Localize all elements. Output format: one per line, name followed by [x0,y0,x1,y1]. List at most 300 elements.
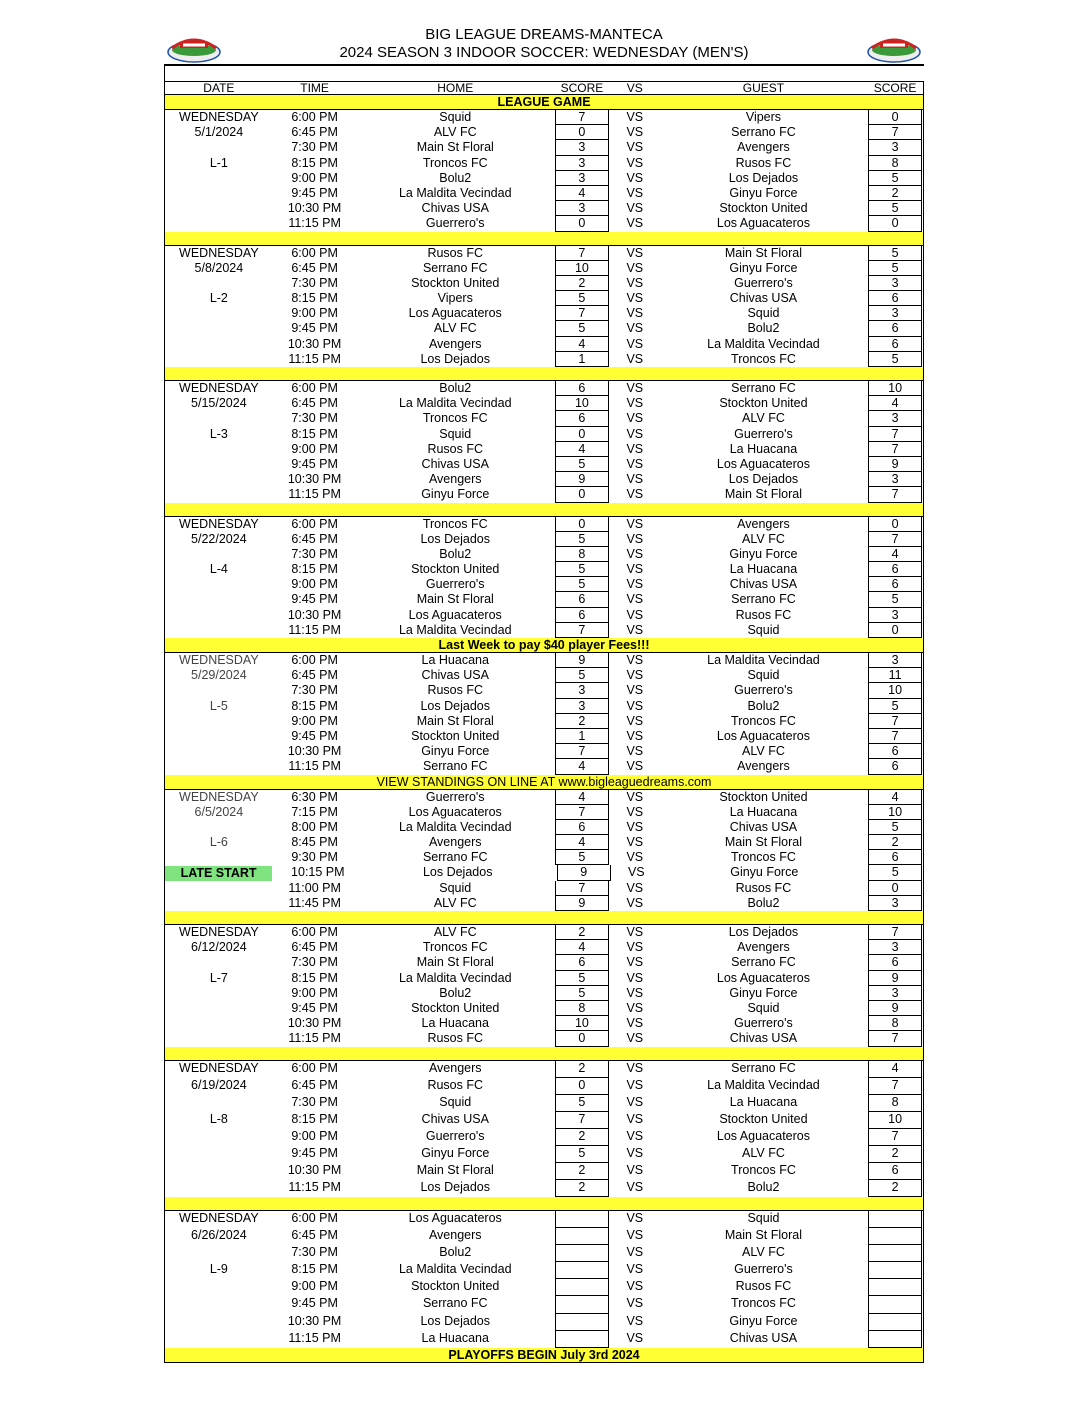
guest-score-cell [867,1163,923,1180]
home-score-cell [554,156,610,171]
guest-team: Serrano FC [731,592,796,607]
guest-team: La Maldita Vecindad [707,1077,820,1092]
game-time: 10:30 PM [287,1016,342,1031]
guest-team: Los Aguacateros [716,1128,810,1143]
table-row [165,1279,923,1296]
vs-label: VS [626,985,644,1000]
home-team: La Huacana [421,1330,489,1345]
game-time: 9:45 PM [291,1296,338,1311]
home-team: Stockton United [411,728,500,743]
home-score-cell [554,653,610,668]
home-team: Rusos FC [427,1077,484,1092]
guest-score: 3 [868,472,922,487]
guest-score-cell [867,1296,923,1313]
guest-score: 4 [868,790,922,805]
home-score-cell [554,623,610,638]
guest-score-cell [867,1279,923,1296]
home-score-cell [554,472,610,487]
guest-team: Main St Floral [724,245,802,260]
vs-label: VS [626,940,644,955]
date-cell-empty [165,1296,273,1313]
vs-label: VS [626,140,644,155]
week-block [164,517,924,639]
col-date-header: DATE [203,81,235,95]
home-team: Chivas USA [421,201,489,216]
guest-score-cell [867,381,923,396]
home-score: 7 [555,1112,609,1129]
game-time: 9:45 PM [291,456,338,471]
week-block [164,925,924,1047]
home-team: Avengers [428,1060,482,1075]
table-row [165,759,923,774]
home-score: 7 [555,110,609,125]
table-row [165,472,923,487]
guest-score: 2 [868,186,922,201]
home-score: 5 [555,562,609,577]
guest-team: ALV FC [742,1244,785,1259]
game-time: 6:45 PM [291,260,338,275]
home-team: Serrano FC [422,260,488,275]
table-header-row [164,81,924,95]
vs-label: VS [626,1179,644,1194]
guest-team: Chivas USA [729,291,798,306]
guest-team: Rusos FC [735,880,792,895]
stadium-logo-icon [866,30,922,64]
week-label: L-6 [209,835,228,850]
guest-score: 8 [868,1095,922,1112]
game-time: 8:15 PM [291,970,338,985]
home-team: Avengers [428,472,482,487]
game-time: 6:45 PM [291,125,338,140]
home-score-cell [554,110,610,125]
home-score: 5 [555,1146,609,1163]
guest-score: 7 [868,1078,922,1095]
playoffs-banner: PLAYOFFS BEGIN July 3rd 2024 [164,1348,924,1363]
game-time: 9:00 PM [291,170,338,185]
guest-team: Guerrero's [734,683,793,698]
home-score: 6 [555,411,609,426]
late-start-badge: LATE START [165,866,272,880]
vs-label: VS [627,865,645,880]
home-score-cell [554,396,610,411]
week-day: WEDNESDAY [179,516,259,531]
guest-score-cell [867,321,923,336]
game-time: 10:15 PM [291,865,345,880]
vs-label: VS [626,1210,644,1225]
guest-score-cell [867,156,923,171]
guest-score [868,1245,922,1262]
home-score-cell [554,1016,610,1031]
table-row [165,381,923,396]
vs-label: VS [626,110,644,124]
vs-label: VS [626,744,644,759]
guest-score: 3 [868,140,922,155]
game-time: 10:30 PM [287,744,342,759]
col-home-header: HOME [437,81,474,95]
guest-score-cell [867,850,923,865]
guest-team: Avengers [737,759,790,774]
home-team: Chivas USA [421,456,489,471]
home-score: 7 [555,246,609,261]
date-cell-empty [165,1095,273,1112]
week-date: 5/1/2024 [194,125,244,140]
table-row [165,532,923,547]
game-time: 8:15 PM [291,562,338,577]
guest-score [868,1228,922,1245]
game-time: 11:15 PM [288,487,341,502]
guest-score-cell [867,577,923,592]
guest-team: Squid [747,1210,780,1225]
game-time: 7:30 PM [291,275,338,290]
vs-label: VS [626,216,644,231]
guest-score: 5 [868,246,922,261]
table-row [165,261,923,276]
week-separator-bar [164,503,924,517]
guest-score: 5 [868,820,922,835]
table-row [165,306,923,321]
vs-label: VS [626,351,644,366]
home-score: 0 [555,216,609,231]
guest-team: Serrano FC [731,381,796,395]
home-team: Troncos FC [422,411,488,426]
home-team: Bolu2 [439,546,472,561]
home-score-cell [554,321,610,336]
game-time: 7:15 PM [291,804,338,819]
home-score-cell [554,186,610,201]
standings-banner: VIEW STANDINGS ON LINE AT www.bigleaguedreams.com [164,775,924,790]
home-team: Squid [439,426,472,441]
home-team: Los Aguacateros [408,607,502,622]
home-score: 5 [555,577,609,592]
vs-label: VS [626,1244,644,1259]
date-cell-empty [165,683,273,698]
game-time: 10:30 PM [287,607,342,622]
home-score: 4 [555,337,609,352]
home-score-cell [554,1180,610,1197]
guest-score: 2 [868,1180,922,1197]
guest-score-cell [867,805,923,820]
page-title: BIG LEAGUE DREAMS-MANTECA [425,26,663,43]
guest-score: 8 [868,156,922,171]
guest-score: 7 [868,532,922,547]
guest-score-cell [867,653,923,668]
date-cell-empty [165,547,273,562]
guest-score: 2 [868,835,922,850]
home-team: Stockton United [411,1000,500,1015]
guest-score: 10 [868,381,922,396]
guest-score-cell [867,835,923,850]
game-time: 6:45 PM [291,1077,338,1092]
guest-team: ALV FC [742,1145,785,1160]
home-score: 10 [555,1016,609,1031]
guest-score: 10 [868,683,922,698]
guest-score-cell [867,1314,923,1331]
guest-team: Avengers [737,940,790,955]
vs-label: VS [626,1227,644,1242]
guest-team: La Huacana [729,1094,798,1109]
guest-score: 5 [868,171,922,186]
guest-team: Los Dejados [728,925,799,939]
home-team: Stockton United [411,1279,500,1294]
date-cell-empty [165,1314,273,1331]
week-label: L-2 [209,291,228,306]
table-row [165,1095,923,1112]
guest-team: Stockton United [719,789,808,804]
game-time: 8:00 PM [291,819,338,834]
home-score-cell [554,608,610,623]
guest-score: 7 [868,1129,922,1146]
guest-score-cell [867,729,923,744]
table-row [165,411,923,426]
guest-score: 4 [868,396,922,411]
game-time: 10:30 PM [287,1313,342,1328]
table-row [165,744,923,759]
fees-banner: Last Week to pay $40 player Fees!!! [164,638,924,653]
game-time: 6:00 PM [291,1060,338,1075]
home-team: Bolu2 [439,381,472,395]
home-score-cell [554,699,610,714]
vs-label: VS [626,955,644,970]
table-row [165,457,923,472]
vs-label: VS [626,472,644,487]
home-score: 6 [555,381,609,396]
home-team: Avengers [428,1227,482,1242]
guest-score: 4 [868,1061,922,1078]
guest-team: Squid [747,306,780,321]
table-row [165,125,923,140]
home-score [555,1314,609,1331]
home-score [555,1211,609,1228]
table-row [165,547,923,562]
guest-score: 7 [868,487,922,502]
vs-label: VS [626,1016,644,1031]
home-score: 9 [555,472,609,487]
guest-score-cell [867,201,923,216]
guest-team: ALV FC [742,411,785,426]
table-row [165,216,923,231]
guest-team: Guerrero's [734,275,793,290]
game-time: 9:45 PM [291,728,338,743]
guest-score: 3 [868,986,922,1001]
vs-label: VS [626,201,644,216]
week-separator-bar [164,1197,924,1211]
home-team: ALV FC [433,925,477,939]
table-row [165,1296,923,1313]
table-row [165,1331,923,1348]
game-time: 10:30 PM [287,1162,342,1177]
vs-label: VS [626,577,644,592]
guest-score: 5 [868,352,922,367]
stadium-logo-icon [166,30,222,64]
guest-score [868,1296,922,1313]
home-score: 4 [555,442,609,457]
week-day: WEDNESDAY [179,1060,259,1075]
game-time: 8:15 PM [291,698,338,713]
guest-score-cell [867,1245,923,1262]
home-score: 7 [555,805,609,820]
guest-score: 10 [868,1112,922,1129]
guest-score-cell [867,1095,923,1112]
guest-score-cell [867,1331,923,1348]
table-row [165,201,923,216]
week-block [164,246,924,368]
guest-team: Main St Floral [724,487,802,502]
table-row [165,427,923,442]
guest-team: La Huacana [729,441,798,456]
vs-label: VS [626,925,644,939]
vs-label: VS [626,789,644,804]
home-score-cell [554,668,610,683]
date-cell-empty [165,714,273,729]
table-row [165,865,923,880]
game-time: 9:00 PM [291,306,338,321]
home-team: Troncos FC [422,940,488,955]
guest-score: 0 [868,517,922,532]
game-time: 6:00 PM [291,245,338,260]
vs-label: VS [626,381,644,395]
guest-team: Chivas USA [729,577,798,592]
home-score: 9 [555,653,609,668]
guest-team: Guerrero's [734,426,793,441]
table-row [165,881,923,896]
game-time: 10:30 PM [287,336,342,351]
week-label: L-1 [209,155,228,170]
home-team: Main St Floral [416,713,494,728]
home-score-cell [554,1061,610,1078]
guest-score-cell [867,820,923,835]
table-row [165,186,923,201]
home-score [555,1279,609,1296]
home-team: La Maldita Vecindad [398,622,512,637]
home-score-cell [554,1245,610,1262]
home-score-cell [554,276,610,291]
guest-score-cell [867,562,923,577]
table-row [165,1078,923,1095]
game-time: 6:45 PM [291,1227,338,1242]
date-cell-empty [165,955,273,970]
vs-label: VS [626,487,644,502]
game-time: 7:30 PM [291,1094,338,1109]
guest-score: 0 [868,110,922,125]
guest-score-cell [867,623,923,638]
guest-team: Serrano FC [731,955,796,970]
home-score: 0 [555,1078,609,1095]
date-cell-empty [165,1331,273,1348]
home-team: La Huacana [421,653,489,667]
week-day: WEDNESDAY [179,381,259,395]
table-row [165,896,923,911]
table-row [165,517,923,532]
vs-label: VS [626,819,644,834]
guest-score-cell [867,1112,923,1129]
game-time: 7:30 PM [291,955,338,970]
guest-score: 9 [868,457,922,472]
guest-team: Main St Floral [724,1227,802,1242]
week-date: 6/26/2024 [191,1227,247,1242]
game-time: 6:00 PM [291,1210,338,1225]
guest-team: Serrano FC [731,125,796,140]
home-score: 0 [555,517,609,532]
home-team: Troncos FC [422,155,488,170]
vs-label: VS [626,759,644,774]
guest-team: La Maldita Vecindad [707,336,820,351]
game-time: 6:00 PM [291,516,338,531]
guest-score-cell [867,427,923,442]
guest-score-cell [867,1078,923,1095]
col-guest-score-header: SCORE [873,81,917,95]
guest-score: 9 [868,971,922,986]
home-score-cell [554,896,610,911]
table-row [165,1129,923,1146]
date-cell-empty [165,608,273,623]
guest-score-cell [867,1146,923,1163]
guest-score-cell [867,306,923,321]
guest-score [868,1211,922,1228]
game-time: 7:30 PM [291,1244,338,1259]
home-team: Avengers [428,336,482,351]
home-team: Ginyu Force [421,487,490,502]
guest-team: Guerrero's [734,1016,793,1031]
home-team: Chivas USA [421,1111,489,1126]
home-score [555,1262,609,1279]
guest-team: ALV FC [742,744,785,759]
home-score: 5 [555,1095,609,1112]
home-score-cell [554,1211,610,1228]
table-row [165,156,923,171]
guest-team: Rusos FC [735,1279,792,1294]
home-score: 2 [555,276,609,291]
home-team: Main St Floral [416,1162,494,1177]
home-team: Los Aguacateros [408,804,502,819]
home-score: 5 [555,986,609,1001]
vs-label: VS [626,683,644,698]
game-time: 11:15 PM [288,759,341,774]
guest-score: 6 [868,577,922,592]
home-score-cell [554,487,610,502]
home-score: 9 [557,865,611,880]
guest-team: Serrano FC [731,1060,796,1075]
vs-label: VS [626,1031,644,1046]
vs-label: VS [626,804,644,819]
week-date: 5/8/2024 [194,260,244,275]
guest-score [868,1279,922,1296]
table-row [165,1031,923,1046]
week-label: L-5 [209,698,228,713]
home-score: 8 [555,1001,609,1016]
home-team: Serrano FC [422,850,488,865]
date-cell-empty [165,1279,273,1296]
table-row [165,1061,923,1078]
game-time: 11:15 PM [288,1179,341,1194]
home-team: Rusos FC [427,683,484,698]
date-cell-empty [165,744,273,759]
guest-score: 5 [868,865,922,880]
game-time: 6:00 PM [291,653,338,667]
home-team: Guerrero's [425,216,485,231]
home-score: 0 [555,125,609,140]
guest-score-cell [867,986,923,1001]
vs-label: VS [626,1313,644,1328]
guest-score-cell [867,110,923,125]
home-score: 3 [555,699,609,714]
guest-score-cell [867,790,923,805]
week-block [164,653,924,775]
table-row [165,714,923,729]
home-team: La Huacana [421,1016,489,1031]
guest-team: Squid [747,1000,780,1015]
date-cell-empty [165,487,273,502]
home-score-cell [554,1331,610,1348]
